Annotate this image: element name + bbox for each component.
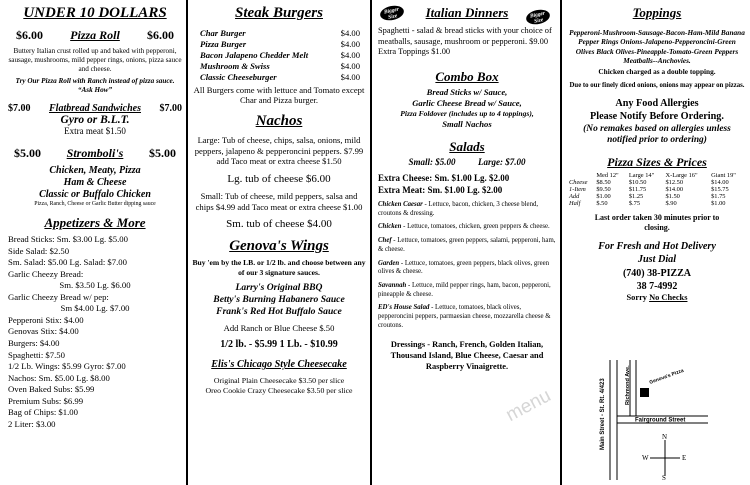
appetizer-item: Sm. Salad: $5.00 Lg. Salad: $7.00 — [8, 257, 127, 268]
stromboli-option: Chicken, Meaty, Pizza — [49, 164, 141, 176]
size-price: $14.00 — [711, 179, 729, 187]
appetizer-item: Genovas Stix: $4.00 — [8, 326, 79, 337]
nachos-title: Nachos — [255, 113, 303, 130]
burger-price: $4.00 — [340, 50, 360, 61]
salad-name: Chef — [378, 237, 392, 245]
appetizer-item: Side Salad: $2.50 — [8, 245, 70, 256]
wing-sauces — [192, 282, 366, 318]
store-marker — [640, 388, 649, 397]
size-price: $15.75 — [711, 186, 729, 194]
nachos-large: Large: Tub of cheese, chips, salsa, onions, mild peppers, jalapeno & pepperoncini peppers. $7.99 add Taco meat or extra cheese $1.50 — [194, 134, 364, 167]
burger-price: $4.00 — [340, 38, 360, 49]
burger-name: Bacon Jalapeno Chedder Melt — [200, 50, 309, 61]
salad-desc: - Lettuce, tomatoes, black olives, pepperoncini peppers, parmaesian cheese, mozzarella cheese & croutons. — [378, 304, 551, 329]
size-row-label: Add — [569, 193, 580, 201]
appetizer-item: Garlic Cheezy Bread: — [8, 268, 84, 279]
pizza-roll-desc: Buttery Italian crust rolled up and baked with pepperoni, sausage, mushrooms, mild pepper rings, onions, pizza sauce and cheese. — [8, 46, 182, 73]
nachos-small: Small: Tub of cheese, mild peppers, salsa and chips $4.99 add Taco meat or extra cheese $1.00 — [195, 191, 363, 212]
size-price: $.50 — [596, 200, 608, 208]
combo-box-list — [378, 87, 556, 130]
richmond-ave-label: Richmond Ave. — [625, 365, 631, 405]
allergy-line: Any Food Allergies — [615, 98, 699, 110]
salad-name: Garden — [378, 259, 400, 267]
compass-e: E — [682, 454, 687, 462]
size-header: Large 14" — [628, 172, 655, 180]
appetizer-item: 1/2 Lb. Wings: $5.99 Gyro: $7.00 — [8, 361, 126, 372]
burger-item — [200, 61, 360, 72]
salad-desc: - Lettuce, tomatoes, green peppers, black olives, green olives & cheese. — [378, 259, 550, 276]
wings-intro: Buy 'em by the LB. or 1/2 lb. and choose between any of our 3 signature sauces. — [192, 258, 366, 277]
size-header-row — [568, 172, 746, 179]
salad-sizes: Small: $5.00 Large: $7.00 — [408, 157, 526, 168]
salad-item — [378, 223, 556, 232]
store-label: Genova's Pizza — [648, 367, 685, 386]
toppings-title: Toppings — [632, 5, 682, 20]
size-price: $1.00 — [711, 200, 726, 208]
size-row-label: Half — [569, 200, 581, 208]
size-header: Giant 19" — [711, 172, 736, 180]
last-order-note: Last order taken 30 minutes prior to closing. — [594, 213, 720, 233]
stromboli-option: Ham & Cheese — [63, 176, 127, 188]
checks-note — [568, 293, 746, 302]
cheesecake-item: Oreo Cookie Crazy Cheesecake $3.50 per slice — [205, 386, 353, 396]
extra-meat: Extra meat $1.50 — [64, 125, 126, 136]
combo-item: Small Nachos — [442, 119, 492, 130]
burger-price: $4.00 — [340, 61, 360, 72]
burger-list — [200, 28, 360, 84]
delivery-line: For Fresh and Hot Delivery — [598, 241, 716, 253]
dressings: Dressings - Ranch, French, Golden Italian, Thousand Island, Blue Cheese, Caesar and Raspberry Vinaigrette. — [390, 340, 544, 372]
combo-box-title: Combo Box — [435, 69, 499, 85]
steak-burgers-title: Steak Burgers — [235, 5, 323, 21]
salad-name: ED's House Salad — [378, 304, 430, 312]
compass-w: W — [642, 454, 649, 462]
nachos-large-tub: Lg. tub of cheese $6.00 — [227, 173, 331, 186]
size-header: X-Large 16" — [665, 172, 698, 180]
salad-item — [378, 201, 556, 218]
appetizers-title: Appetizers & More — [44, 215, 146, 231]
compass-s: S — [662, 474, 666, 480]
stromboli-price-left: $5.00 — [14, 145, 41, 160]
size-price: $14.00 — [665, 186, 684, 194]
italian-dinners-desc: Spaghetti - salad & bread sticks with your choice of meatballs, sausage, mushroom or pepperoni. $9.00 Extra Toppings $1.00 — [378, 25, 552, 57]
under-10-title: UNDER 10 DOLLARS — [23, 5, 167, 21]
appetizer-item: Premium Subs: $6.99 — [8, 395, 84, 406]
stromboli-option: Classic or Buffalo Chicken — [39, 189, 151, 201]
location-map — [590, 360, 740, 480]
burger-item — [200, 72, 360, 83]
pizza-roll-name: Pizza Roll — [70, 27, 120, 42]
size-row — [568, 193, 746, 200]
allergy-line: Please Notify Before Ordering. — [590, 111, 724, 123]
wing-sauce: Frank's Red Hot Buffalo Sauce — [216, 306, 342, 318]
stromboli-price-right: $5.00 — [149, 145, 176, 160]
appetizer-item: Garlic Cheezy Bread w/ pep: — [8, 291, 109, 302]
stromboli-options — [8, 165, 182, 202]
flatbread-price-right: $7.00 — [159, 102, 182, 114]
salad-item — [378, 304, 556, 330]
burger-name: Classic Cheeseburger — [200, 72, 277, 83]
cheesecake-item: Original Plain Cheesecake $3.50 per slice — [213, 375, 345, 385]
salad-item — [378, 260, 556, 277]
size-row — [568, 186, 746, 193]
size-price: $9.50 — [596, 186, 611, 194]
appetizer-item: Oven Baked Subs: $5.99 — [8, 384, 95, 395]
gyro-blt: Gyro or B.L.T. — [60, 113, 130, 126]
size-price: $1.25 — [628, 193, 644, 201]
appetizer-item: Spaghetti: $7.50 — [8, 349, 65, 360]
size-price: $1.75 — [711, 193, 726, 201]
appetizer-item: Sm. $3.50 Lg. $6.00 — [59, 280, 131, 291]
burger-name: Mushroom & Swiss — [200, 61, 270, 72]
pizza-roll-row — [16, 28, 174, 43]
salad-name: Chicken Caesar — [378, 201, 423, 209]
size-row — [568, 179, 746, 186]
delivery — [568, 241, 746, 267]
size-price: $12.50 — [665, 179, 684, 187]
burger-item — [200, 50, 360, 61]
appetizer-item: 2 Liter: $3.00 — [8, 418, 56, 429]
size-row-label: Cheese — [569, 179, 588, 187]
size-price: $1.00 — [596, 193, 611, 201]
salad-extra-meat: Extra Meat: Sm. $1.00 Lg. $2.00 — [378, 185, 503, 196]
size-row — [568, 200, 746, 207]
onions-note: Due to our finely diced onions, onions may appear on pizzas. — [569, 81, 745, 89]
size-row-label: 1-Item — [569, 186, 586, 194]
phone-number: (740) 38-PIZZA — [622, 267, 692, 279]
combo-item: Pizza Foldover (includes up to 4 toppings), — [400, 109, 534, 119]
wings-title: Genova's Wings — [229, 237, 329, 254]
appetizer-item: Sm $4.00 Lg. $7.00 — [60, 303, 130, 314]
salad-item — [378, 282, 556, 299]
appetizer-item: Pepperoni Stix: $4.00 — [8, 314, 84, 325]
wings-addon: Add Ranch or Blue Cheese $.50 — [223, 323, 335, 334]
cheesecake-title: Elis's Chicago Style Cheesecake — [211, 359, 347, 371]
appetizer-item: Bread Sticks: Sm. $3.00 Lg. $5.00 — [8, 233, 128, 244]
combo-item: Garlic Cheese Bread w/ Sauce, — [412, 98, 522, 109]
stromboli-note: Pizza, Ranch, Cheese or Garlic Butter dipping sauce — [34, 201, 156, 208]
salad-item — [378, 237, 556, 254]
allergy-warning — [568, 98, 746, 124]
appetizer-item: Burgers: $4.00 — [8, 338, 60, 349]
compass-n: N — [662, 433, 668, 441]
appetizer-item: Nachos: Sm. $5.00 Lg. $8.00 — [8, 372, 110, 383]
bigger-size-badge: Bigger Size — [379, 4, 405, 23]
size-price: $10.50 — [628, 179, 647, 187]
burger-price: $4.00 — [340, 72, 360, 83]
toppings-list: Pepperoni-Mushroom-Sausage-Bacon-Ham-Mild Banana Pepper Rings Onions-Jalapeno-Pepperoncini-Green Olives Black Olives-Pineapple-Tomato-Green Peppers Meatballs--Anchovies. — [569, 27, 745, 66]
italian-dinners-title: Italian Dinners — [425, 5, 509, 20]
salad-extra-cheese: Extra Cheese: Sm. $1.00 Lg. $2.00 — [378, 173, 510, 184]
nachos-small-tub: Sm. tub of cheese $4.00 — [226, 217, 332, 230]
salad-desc: - Lettuce, bacon, chicken, 3 cheese blend, croutons & dressing. — [378, 201, 539, 217]
wing-sauce: Betty's Burning Habanero Sauce — [213, 294, 345, 306]
column-under-10 — [0, 0, 186, 485]
pizza-roll-price-right: $6.00 — [147, 27, 174, 42]
pizza-roll-tip: Try Our Pizza Roll with Ranch instead of pizza sauce. “Ask How” — [15, 76, 175, 94]
allergy-note: (No remakes based on allergies unless notified prior to ordering) — [583, 123, 731, 146]
burger-item — [200, 39, 360, 50]
pizza-roll-price-left: $6.00 — [16, 27, 43, 42]
checks-prefix: Sorry — [626, 292, 650, 302]
burgers-note: All Burgers come with lettuce and Tomato except Char and Pizza burger. — [193, 84, 365, 106]
size-price: $.90 — [665, 200, 677, 208]
size-price: $11.75 — [628, 186, 647, 194]
size-price: $1.50 — [665, 193, 680, 201]
salad-name: Savannah — [378, 281, 407, 289]
fairground-street-label: Fairground Street — [635, 417, 686, 424]
chicken-note: Chicken charged as a double topping. — [598, 66, 716, 76]
watermark: menu — [502, 385, 555, 426]
column-burgers-nachos-wings — [186, 0, 370, 485]
no-checks: No Checks — [649, 292, 688, 302]
burger-name: Char Burger — [200, 27, 246, 38]
stromboli-row — [14, 146, 176, 161]
delivery-line: Just Dial — [637, 253, 677, 265]
phone-number: 38 7-4992 — [636, 280, 678, 292]
salads-title: Salads — [449, 139, 485, 155]
salad-list — [378, 201, 556, 330]
combo-item: Bread Sticks w/ Sauce, — [426, 87, 508, 98]
pizza-size-table — [568, 172, 746, 207]
burger-item — [200, 28, 360, 39]
pizza-sizes-title: Pizza Sizes & Prices — [607, 155, 707, 170]
salad-desc: - Lettuce, mild pepper rings, ham, bacon, pepperoni, pineapple & cheese. — [378, 281, 551, 298]
wing-sauce: Larry's Original BBQ — [235, 282, 323, 294]
flatbread-price-left: $7.00 — [8, 102, 31, 114]
size-header: Med 12" — [596, 172, 619, 180]
burger-price: $4.00 — [340, 27, 360, 38]
stromboli-name: Stromboli's — [66, 145, 124, 160]
salad-name: Chicken — [378, 223, 402, 231]
salad-desc: - Lettuce, tomatoes, green peppers, salami, pepperoni, ham, & cheese. — [378, 237, 556, 253]
salad-desc: - Lettuce, tomatoes, chicken, green peppers & cheese. — [401, 223, 550, 231]
appetizer-item: Bag of Chips: $1.00 — [8, 407, 78, 418]
cheesecake-list — [192, 376, 366, 397]
appetizers-list — [8, 234, 182, 431]
phone-numbers — [568, 267, 746, 293]
wings-prices: 1/2 lb. - $5.99 1 Lb. - $10.99 — [220, 339, 338, 351]
flatbread-name: Flatbread Sandwiches — [49, 102, 141, 114]
size-price: $.75 — [628, 200, 641, 208]
main-street-label: Main Street - St. Rt. 4/423 — [600, 378, 606, 450]
burger-name: Pizza Burger — [200, 38, 247, 49]
size-price: $8.50 — [596, 179, 611, 187]
bigger-size-badge: Bigger Size — [525, 8, 551, 27]
flatbread-row — [8, 103, 182, 114]
